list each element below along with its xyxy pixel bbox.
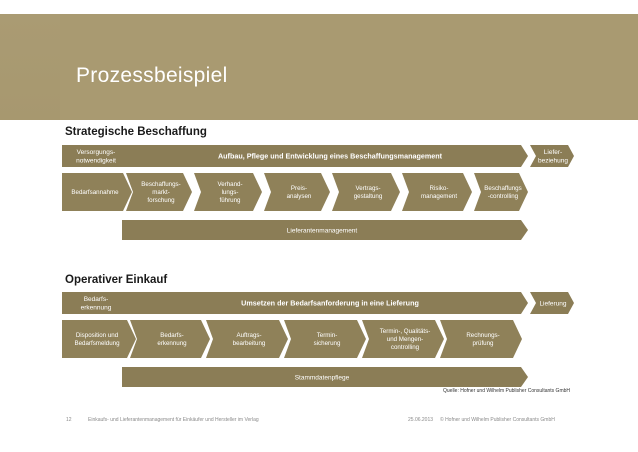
strategic-support-label-line: Lieferantenmanagement bbox=[286, 227, 358, 235]
strategic-step-label-2-line: führung bbox=[219, 197, 241, 205]
strategic-step-label-2-line: Verhand- bbox=[217, 181, 243, 189]
operative-step-label-2-line: bearbeitung bbox=[232, 340, 266, 348]
operative-step-label-5-line: Rechnungs- bbox=[466, 332, 500, 340]
strategic-step-label-1-line: forschung bbox=[147, 197, 175, 205]
strategic-step-label-4-line: gestaltung bbox=[353, 193, 383, 201]
strategic-step-label-6 bbox=[484, 185, 521, 200]
strategic-support-label bbox=[287, 227, 358, 234]
strategic-step-label-2-line: lungs- bbox=[221, 189, 239, 197]
strategic-step-label-6-line: -controlling bbox=[487, 193, 519, 201]
strategic-step-label-6-line: Beschaffungs bbox=[484, 185, 522, 193]
operative-step-label-4-line: und Mengen- bbox=[386, 336, 424, 344]
operative-end-label-line: Lieferung bbox=[539, 300, 567, 308]
strategic-end-label-line: Liefer- bbox=[543, 149, 563, 157]
strategic-step-label-0 bbox=[71, 189, 119, 196]
strategic-step-label-5-line: management bbox=[420, 193, 458, 201]
operative-start-label-line: Bedarfs- bbox=[83, 296, 109, 304]
operative-step-label-3 bbox=[314, 332, 341, 347]
operative-step-label-0-line: Bedarfsmeldung bbox=[74, 340, 120, 348]
operative-step-label-1 bbox=[157, 332, 187, 347]
operative-end-label bbox=[539, 300, 566, 307]
operative-main-label bbox=[241, 299, 419, 308]
footer-page-number: 12 bbox=[66, 417, 72, 423]
strategic-step-label-3-line: analysen bbox=[286, 193, 312, 201]
operative-step-label-0 bbox=[74, 332, 120, 347]
strategic-step-label-0-line: Bedarfsannahme bbox=[71, 189, 119, 197]
strategic-step-label-1-line: markt- bbox=[152, 189, 170, 197]
page-title: Prozessbeispiel bbox=[76, 64, 228, 87]
footer-date: 25.06.2013 bbox=[408, 417, 434, 423]
operative-start-label-line: erkennung bbox=[80, 304, 112, 312]
operative-heading: Operativer Einkauf bbox=[65, 274, 168, 286]
footer-left-text: Einkaufs- und Lieferantenmanagement für Einkäufer und Hersteller im Verlag bbox=[88, 417, 259, 423]
operative-step-label-1-line: erkennung bbox=[157, 340, 187, 348]
source-note: Quelle: Hofner und Wilhelm Publisher Consultants GmbH bbox=[443, 388, 570, 394]
operative-support-label bbox=[295, 374, 350, 381]
operative-support-label-line: Stammdatenpflege bbox=[294, 374, 350, 382]
footer-right-text: © Hofner und Wilhelm Publisher Consultants GmbH bbox=[440, 417, 555, 423]
operative-start-label bbox=[81, 296, 112, 311]
operative-main-label-line: Umsetzen der Bedarfsanforderung in eine Lieferung bbox=[241, 298, 419, 308]
strategic-step-label-4-line: Vertrags- bbox=[355, 185, 381, 193]
strategic-end-label-line: beziehung bbox=[538, 157, 568, 165]
operative-step-label-0-line: Disposition und bbox=[75, 332, 119, 340]
strategic-start-label-line: Versorgungs- bbox=[76, 149, 116, 157]
operative-step-label-5-line: prüfung bbox=[472, 340, 494, 348]
strategic-step-label-4 bbox=[354, 185, 383, 200]
operative-step-label-1-line: Bedarfs- bbox=[160, 332, 184, 340]
strategic-main-label-line: Aufbau, Pflege und Entwicklung eines Beschaffungsmanagement bbox=[217, 151, 443, 161]
strategic-main-label bbox=[218, 152, 443, 161]
strategic-start-label bbox=[76, 149, 116, 164]
operative-step-label-3-line: sicherung bbox=[313, 340, 341, 348]
operative-step-label-3-line: Termin- bbox=[316, 332, 338, 340]
strategic-step-label-5-line: Risiko- bbox=[429, 185, 449, 193]
operative-step-label-2 bbox=[233, 332, 266, 347]
strategic-heading: Strategische Beschaffung bbox=[65, 126, 207, 138]
operative-step-label-4-line: controlling bbox=[390, 344, 420, 352]
operative-step-label-4-line: Termin-, Qualitäts- bbox=[379, 328, 431, 336]
strategic-step-label-1-line: Beschaffungs- bbox=[141, 181, 181, 189]
strategic-step-label-3-line: Preis- bbox=[290, 185, 308, 193]
strategic-start-label-line: notwendigkeit bbox=[76, 157, 116, 165]
operative-step-label-2-line: Auftrags- bbox=[236, 332, 262, 340]
